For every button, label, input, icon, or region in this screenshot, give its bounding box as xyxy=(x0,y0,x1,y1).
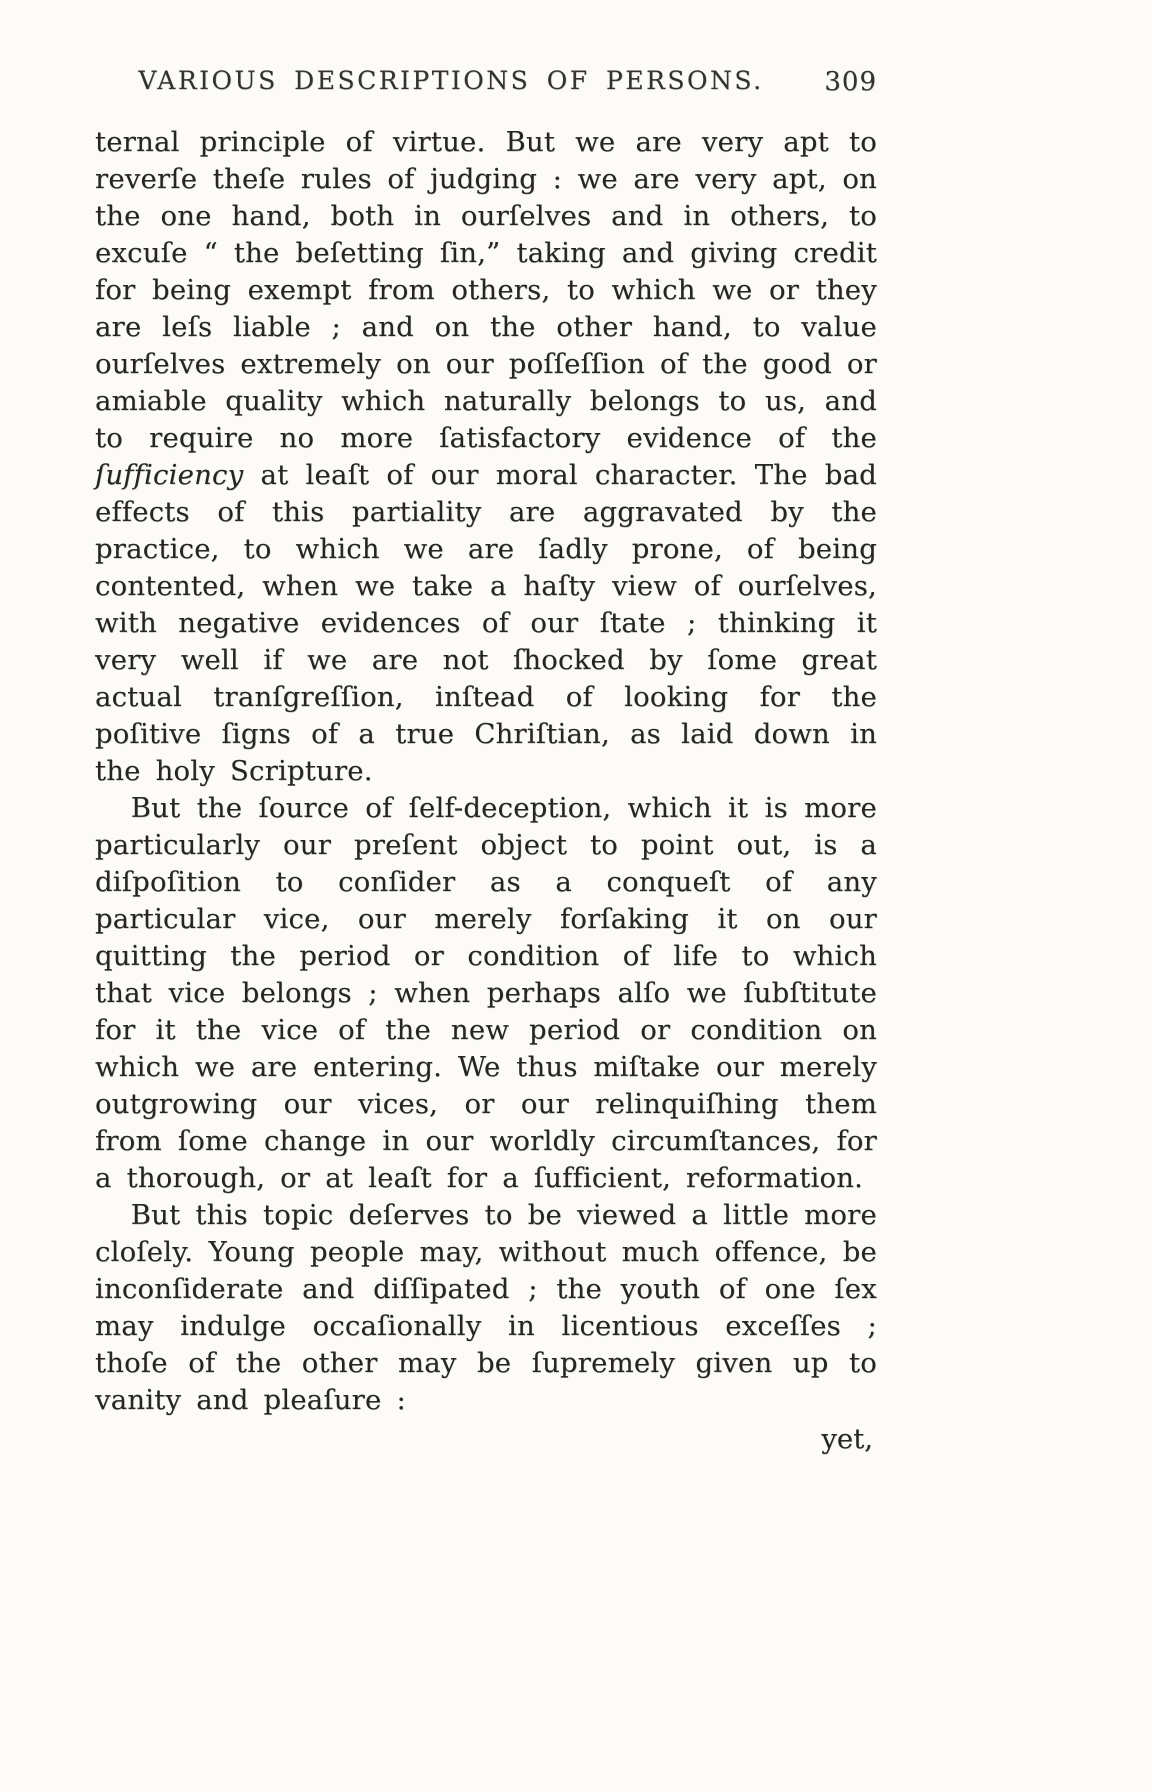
paragraph: But this topic deſerves to be viewed a little more cloſely. Young people may, without much offence, be inconſiderate and diſſipated ; the youth of one ſex may indulge occaſionally in licentious exceſſes ; thoſe of the other may be ſupremely given up to vanity and pleaſure : xyxy=(95,1199,877,1416)
running-title: VARIOUS DESCRIPTIONS OF PERSONS. xyxy=(138,66,764,95)
paragraph xyxy=(95,124,877,790)
page-number: 309 xyxy=(824,67,877,97)
paragraph: But the ſource of ſelf-deception, which it is more particularly our preſent object to point out, is a diſpoſition to conſider as a conqueſt of any particular vice, our merely forſaking it on our quitting the period or condition of life to which that vice belongs ; when perhaps alſo we ſubſtitute for it the vice of the new period or condition on which we are entering. We thus miſtake our merely outgrowing our vices, or our relinquiſhing them from ſome change in our worldly circumſtances, for a thorough, or at leaſt for a ſufficient, reformation. xyxy=(95,792,877,1194)
running-head xyxy=(95,66,877,106)
paragraph-text: ternal principle of virtue. But we are very apt to reverſe theſe rules of judging : we are very apt, on the one hand, both in ourſelves and in others, to excuſe “ the beſetting ſin,” taking and giving credit for being exempt from others, to which we or they are leſs liable ; and on the other hand, to value ourſelves extremely on our poſſeſſion of the good or amiable quality which naturally belongs to us, and to require no more ſatisfactory evidence of the xyxy=(95,126,877,454)
body-text xyxy=(95,124,877,1419)
italic-word: ſufficiency xyxy=(95,459,244,491)
text-block xyxy=(95,66,877,1458)
catchword: yet, xyxy=(821,1423,873,1455)
paragraph-text: at leaſt of our moral character. The bad effects of this partiality are aggravated by the practice, to which we are ſadly prone, of being contented, when we take a haſty view of ourſelves, with negative evidences of our ſtate ; thinking it very well if we are not ſhocked by ſome great actual tranſgreſſion, inſtead of looking for the poſitive ſigns of a true Chriſtian, as laid down in the holy Scripture. xyxy=(95,459,877,787)
